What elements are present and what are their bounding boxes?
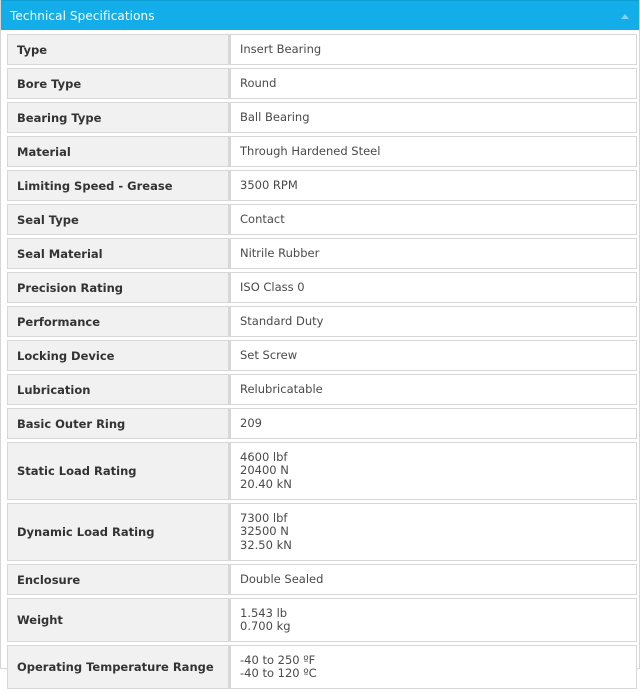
spec-value-line: 0.700 kg [240,619,291,633]
table-row [7,374,637,405]
spec-value [229,408,637,439]
spec-value-line: 209 [240,415,262,430]
table-row [7,645,637,689]
table-row [7,340,637,371]
spec-label: Seal Material [7,238,229,269]
panel-header[interactable] [1,0,639,30]
chevron-up-icon[interactable] [620,11,630,21]
spec-value [229,272,637,303]
spec-value-line: 1.543 lb [240,605,288,620]
spec-value [229,374,637,405]
spec-value [229,340,637,371]
table-row [7,306,637,337]
spec-label: Performance [7,306,229,337]
spec-label: Bearing Type [7,102,229,133]
spec-label: Locking Device [7,340,229,371]
spec-value [229,306,637,337]
table-row [7,204,637,235]
spec-value-line: Insert Bearing [240,41,322,56]
spec-value-line: 3500 RPM [240,177,298,192]
table-row [7,503,637,561]
spec-value-line: 4600 lbf [240,449,288,464]
spec-label: Precision Rating [7,272,229,303]
table-row [7,170,637,201]
spec-value [229,204,637,235]
spec-value [229,564,637,595]
spec-value-line: 32.50 kN [240,537,292,552]
spec-value-line: Set Screw [240,347,298,362]
spec-value [229,645,637,689]
spec-label: Dynamic Load Rating [7,503,229,561]
table-row [7,442,637,500]
spec-value-line: 20400 N [240,463,289,478]
table-row [7,136,637,167]
spec-value [229,238,637,269]
spec-value [229,136,637,167]
spec-value [229,68,637,99]
spec-value-line: Contact [240,211,285,226]
spec-value-line: Round [240,75,277,90]
table-row [7,34,637,65]
spec-value [229,34,637,65]
spec-value-line: Double Sealed [240,571,324,586]
table-row [7,68,637,99]
spec-value [229,598,637,642]
specifications-table-body [7,34,637,689]
spec-label: Limiting Speed - Grease [7,170,229,201]
spec-label: Basic Outer Ring [7,408,229,439]
table-row [7,102,637,133]
spec-value [229,503,637,561]
spec-label: Type [7,34,229,65]
spec-label: Operating Temperature Range [7,645,229,689]
spec-value [229,442,637,500]
specifications-table [7,31,637,692]
spec-label: Seal Type [7,204,229,235]
spec-value [229,170,637,201]
table-row [7,408,637,439]
table-row [7,272,637,303]
spec-value [229,102,637,133]
table-row [7,238,637,269]
spec-label: Static Load Rating [7,442,229,500]
spec-value-line: Through Hardened Steel [240,143,381,158]
spec-label: Weight [7,598,229,642]
spec-value-line: -40 to 120 ºC [240,666,317,680]
spec-value-line: -40 to 250 ºF [240,652,316,667]
spec-label: Material [7,136,229,167]
spec-value-line: 7300 lbf [240,510,288,525]
table-row [7,564,637,595]
spec-value-line: Relubricatable [240,381,323,396]
spec-label: Enclosure [7,564,229,595]
spec-value-line: 20.40 kN [240,476,292,491]
spec-value-line: ISO Class 0 [240,279,305,294]
spec-label: Lubrication [7,374,229,405]
table-row [7,598,637,642]
spec-value-line: Standard Duty [240,313,324,328]
spec-label: Bore Type [7,68,229,99]
spec-value-line: 32500 N [240,524,289,539]
spec-value-line: Nitrile Rubber [240,245,320,260]
spec-value-line: Ball Bearing [240,109,310,124]
panel-title: Technical Specifications [10,8,155,23]
